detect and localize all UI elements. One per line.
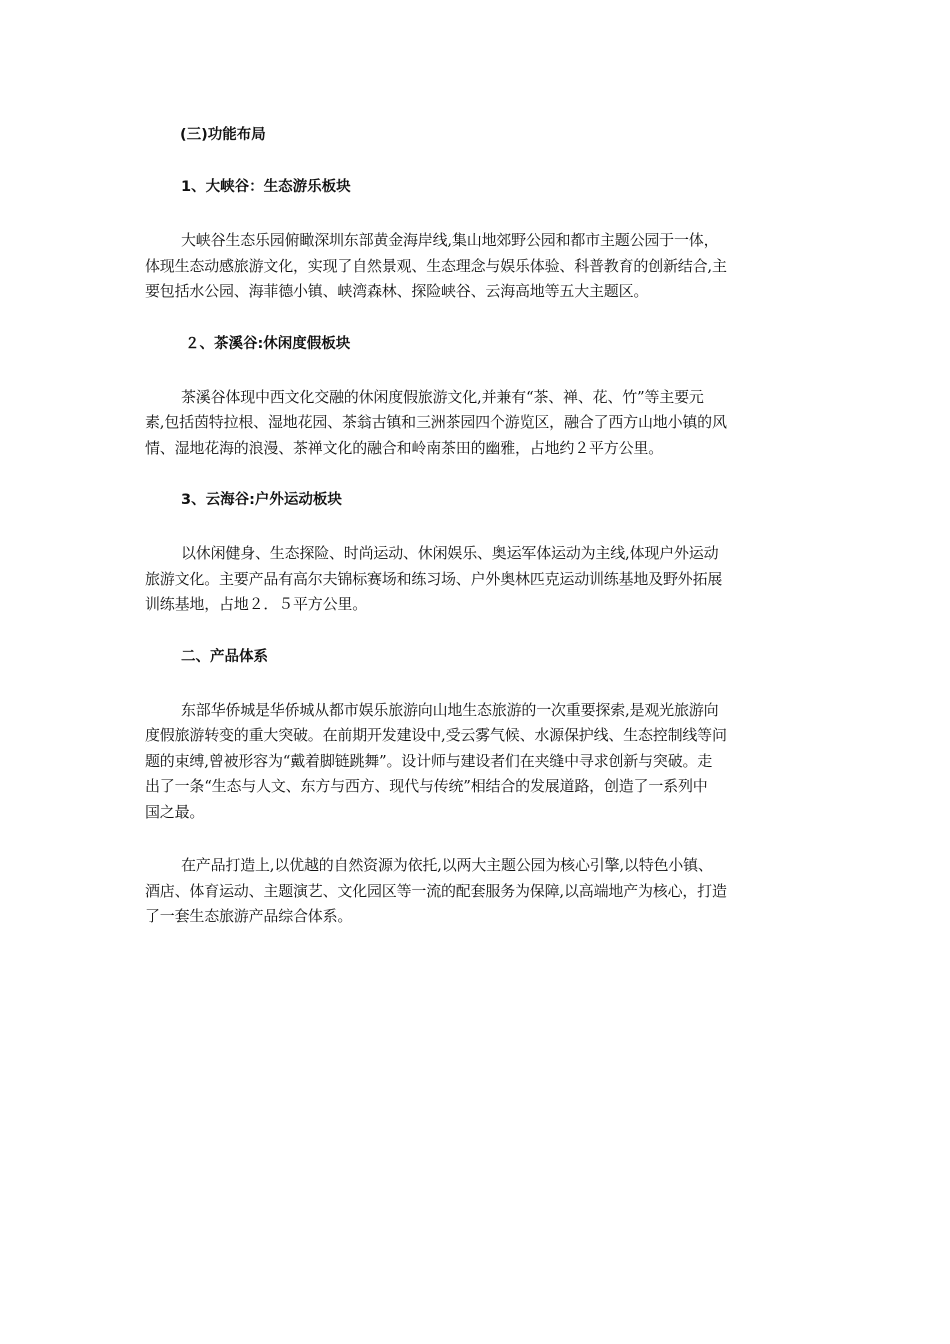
paragraph-line: 体现生态动感旅游文化，实现了自然景观、生态理念与娱乐体验、科普教育的创新结合,主 [145, 256, 727, 275]
block-title-cloud-sea-valley: 3、云海谷:户外运动板块 [181, 492, 342, 508]
paragraph-line: 情、湿地花海的浪漫、茶禅文化的融合和岭南茶田的幽雅，占地约２平方公里。 [145, 438, 664, 457]
paragraph-line: 大峡谷生态乐园俯瞰深圳东部黄金海岸线,集山地郊野公园和都市主题公园于一体， [181, 231, 719, 249]
paragraph-line: 酒店、体育运动、主题演艺、文化园区等一流的配套服务为保障,以高端地产为核心，打造 [145, 881, 727, 900]
paragraph-line: 旅游文化。主要产品有高尔夫锦标赛场和练习场、户外奥林匹克运动训练基地及野外拓展 [145, 569, 723, 588]
paragraph-line: 题的束缚,曾被形容为“戴着脚链跳舞”。设计师与建设者们在夹缝中寻求创新与突破。走 [145, 751, 713, 770]
block-title-tea-valley: ２、茶溪谷:休闲度假板块 [185, 335, 351, 352]
block-paragraph-tea-valley [145, 385, 807, 462]
paragraph-line: 素,包括茵特拉根、湿地花园、茶翁古镇和三洲茶园四个游览区，融合了西方山地小镇的风 [145, 413, 727, 431]
paragraph-line: 了一套生态旅游产品综合体系。 [145, 907, 353, 925]
paragraph-line: 以休闲健身、生态探险、时尚运动、休闲娱乐、奥运军体运动为主线,体现户外运动 [181, 544, 719, 562]
block-title-grand-canyon: 1、大峡谷：生态游乐板块 [181, 179, 351, 195]
paragraph-line: 在产品打造上,以优越的自然资源为依托,以两大主题公园为核心引擎,以特色小镇、 [181, 856, 713, 874]
paragraph-line: 茶溪谷体现中西文化交融的休闲度假旅游文化,并兼有“茶、禅、花、竹”等主要元 [181, 387, 704, 406]
block-paragraph-cloud-sea-valley [145, 541, 807, 618]
product-paragraph-overview [145, 698, 807, 826]
paragraph-line: 训练基地，占地２．５平方公里。 [145, 595, 368, 613]
section-heading-product-system: 二、产品体系 [181, 648, 268, 665]
paragraph-line: 度假旅游转变的重大突破。在前期开发建设中,受云雾气候、水源保护线、生态控制线等问 [145, 726, 727, 744]
paragraph-line: 东部华侨城是华侨城从都市娱乐旅游向山地生态旅游的一次重要探索,是观光旅游向 [181, 700, 719, 719]
paragraph-line: 国之最。 [145, 802, 205, 821]
section-heading-functional-layout: (三)功能布局 [180, 127, 266, 143]
paragraph-line: 出了一条“生态与人文、东方与西方、现代与传统”相结合的发展道路，创造了一系列中 [145, 777, 708, 795]
paragraph-line: 要包括水公园、海菲德小镇、峡湾森林、探险峡谷、云海高地等五大主题区。 [145, 282, 649, 300]
product-paragraph-system [145, 853, 807, 930]
document-page [145, 124, 807, 958]
block-paragraph-grand-canyon [145, 228, 807, 305]
